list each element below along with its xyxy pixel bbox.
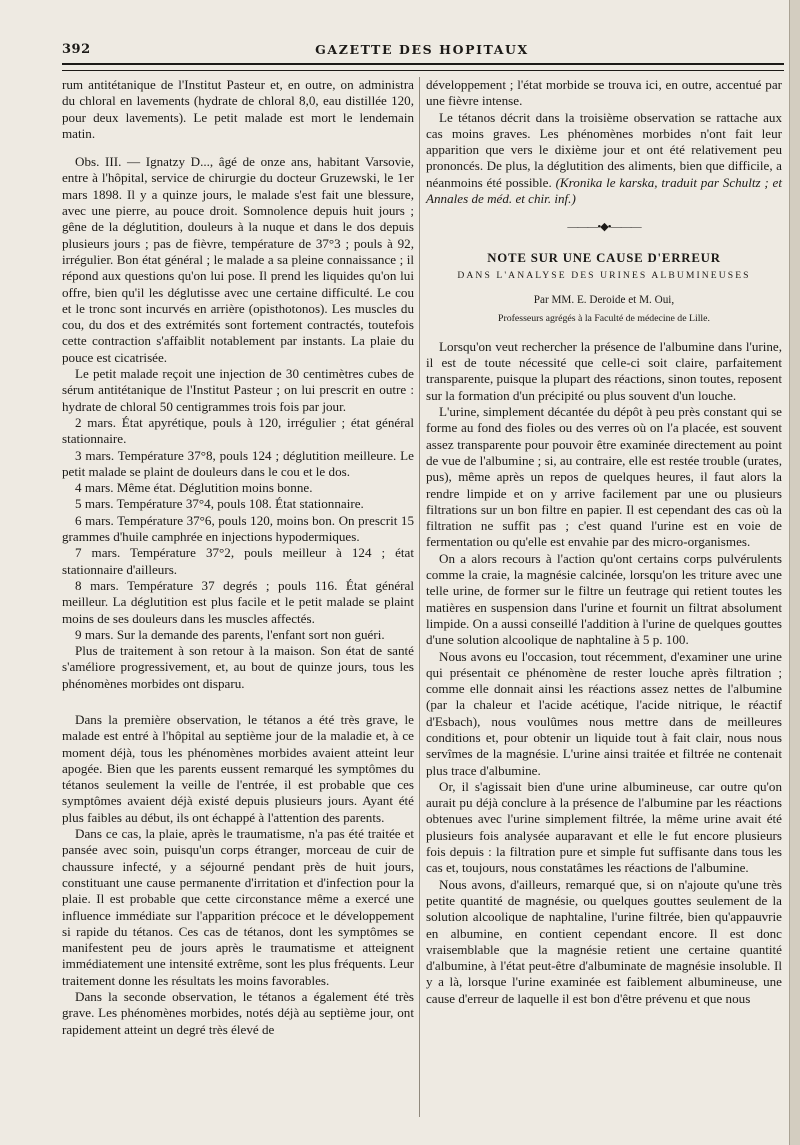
paragraph: Le petit malade reçoit une injection de 30 centimètres cubes de sérum antitétanique de l'Institut Pasteur ; on lui prescrit en outre : hydrate de chloral 50 centigrammes trois fois par jour. (62, 366, 414, 414)
citation: (Kronika le karska, traduit par Schultz ; et Annales de méd. et chir. inf.) (426, 174, 782, 207)
section-ornament: ———•◆•——— (567, 221, 641, 234)
article-title: NOTE SUR UNE CAUSE D'ERREUR (487, 250, 721, 265)
paragraph: 6 mars. Température 37°6, pouls 120, moins bon. On prescrit 15 grammes d'huile camphrée en injections hypodermiques. (62, 512, 414, 545)
paragraph: rum antitétanique de l'Institut Pasteur et, en outre, on administra du chloral en lavements (hydrate de chloral 8,0, eau distillée 120, pour deux lavements). Le petit malade est mort le lendemain matin. (62, 77, 414, 141)
article-paragraph: Lorsqu'on veut rechercher la présence de l'albumine dans l'urine, il est de toute nécessité que celle-ci soit claire, parfaitement transparente, puisque la plupart des réactions, sinon toutes, reposent sur la formation d'un précipité ou plus souvent d'un louche. (426, 338, 782, 403)
paragraph: 8 mars. Température 37 degrés ; pouls 116. État général meilleur. La déglutition est plus facile et le petit malade se plaint moins de ses douleurs dans les muscles affectés. (62, 577, 414, 626)
header-rule (62, 63, 784, 71)
paragraph: Dans ce cas, la plaie, après le traumatisme, n'a pas été traitée et pansée avec soin, puisqu'un corps étranger, morceau de cuir de chaussure infecté, y a séjourné pendant près de huit jours, constituant une cause permanente d'irritation et d'infection pour la plaie. Il est probable que cette circonstance même a exercé une influence immédiate sur l'apparition précoce et le développement si rapide du tétanos. Ces cas de tétanos, dont les symptômes se manifestent peu de jours après le traumatisme et atteignent immédiatement une intensité extrême, sont les plus fréquents. Leur traitement donne les résultats les moins favorables. (62, 826, 414, 988)
page-header (62, 42, 782, 62)
article-affiliation: Professeurs agrégés à la Faculté de médecine de Lille. (498, 312, 710, 324)
column-divider (419, 77, 420, 1117)
paragraph: 3 mars. Température 37°8, pouls 124 ; déglutition meilleure. Le petit malade se plaint de douleurs dans le cou et le dos. (62, 447, 414, 479)
article-paragraph: Nous avons, d'ailleurs, remarqué que, si on n'ajoute qu'une très petite quantité de magnésie, ou quelques gouttes seulement de la solution alcoolique de naphtaline, l'urine filtrée, bien qu'appauvrie en albumine, en contient cependant encore. Il est donc vraisemblable que la magnésie retient une certaine quantité d'albumine, à l'état peut-être d'albuminate de magnésie insoluble. Il y a là, lorsque l'urine examinée est faiblement albumineuse, une cause d'erreur de laquelle il est bon d'être prévenu et que nous (426, 876, 782, 1006)
paragraph: développement ; l'état morbide se trouva ici, en outre, accentué par une fièvre intense. (426, 77, 782, 109)
article-subtitle: DANS L'ANALYSE DES URINES ALBUMINEUSES (457, 269, 751, 281)
paragraph: 5 mars. Température 37°4, pouls 108. État stationnaire. (75, 496, 364, 512)
page-number: 392 (62, 42, 91, 57)
article-paragraph: L'urine, simplement décantée du dépôt à peu près constant qui se forme au fond des fioles ou des verres où on l'a placée, est souvent assez transparente pour pouvoir être examinée directement au point de vue de l'albumine ; si, au contraire, elle est restée trouble (urates, pus), même après un repos de quelques heures, il faut alors la rendre limpide et on y arrive facilement par une ou plusieurs filtrations sur un bon filtre en papier. Il est cependant des cas où la filtration ne suffit pas ; c'est quand l'urine est en voie de fermentation ou qu'elle est envahie par des micro-organismes. (426, 404, 782, 550)
paragraph: Dans la première observation, le tétanos a été très grave, le malade est entré à l'hôpital au septième jour de la maladie et, à ce moment déjà, tous les phénomènes morbides avaient atteint leur apogée. Bien que les parents eussent remarqué les symptômes du tétanos seulement la veille de l'entrée, il est probable que ces symptômes avaient déjà existé depuis plusieurs jours. Ayant été plus faibles au début, ils ont échappé à l'attention des parents. (62, 711, 414, 825)
observation-heading-paragraph: Obs. III. — Ignatzy D..., âgé de onze ans, habitant Varsovie, entre à l'hôpital, service de chirurgie du docteur Gruzewski, le 1er mars 1898. Il y a quinze jours, le malade s'est fait une blessure, avec une pierre, au pouce droit. Somnolence depuis huit jours ; gêne de la déglutition, douleurs à la nuque et dans le dos depuis plusieurs jours ; pas de fièvre, température de 37°3 ; pouls à 92, irrégulier. Bon état général ; le malade a sa pleine connaissance ; il répond aux questions qu'on lui pose. Il prend les liquides qu'on lui offre, bien qu'il les déglutisse avec une certaine difficulté. Le cou et le tronc sont incurvés en arrière (opisthotonos). Les muscles du cou, du dos et des extrémités sont fortement contractés, toutefois cette contraction s'affaiblit notablement par instants. La plaie du pouce est cicatrisée. (62, 154, 414, 365)
paragraph-text: Le tétanos décrit dans la troisième observation se rattache aux cas moins graves. Les phénomènes morbides n'ont fait leur apparition que vers le dixième jour et ont été relativement peu prononcés. De plus, la déglutition des aliments, bien que difficile, a néanmoins été possible. (426, 109, 782, 190)
right-column (426, 77, 782, 1007)
paragraph: 7 mars. Température 37°2, pouls meilleur à 124 ; état stationnaire d'ailleurs. (62, 545, 414, 577)
paragraph: Dans la seconde observation, le tétanos a également été très grave. Les phénomènes morbides, notés déjà au septième jour, ont rapidement atteint un degré très élevé de (62, 989, 414, 1037)
page-edge (789, 0, 800, 1145)
article-paragraph: Nous avons eu l'occasion, tout récemment, d'examiner une urine qui présentait ce phénomène de rester louche après filtration ; comme elle donnait ainsi les réactions assez nettes de l'albumine (par la chaleur et l'acide acétique, l'acide nitrique, le réactif d'Esbach), nous voulûmes nous mettre dans de meilleures conditions et, pour obtenir un liquide tout à fait clair, nous nous servîmes de la magnésie. L'urine ainsi traitée et filtrée ne contenait plus trace d'albumine. (426, 648, 782, 778)
paragraph: 9 mars. Sur la demande des parents, l'enfant sort non guéri. (75, 626, 385, 642)
article-paragraph: Or, il s'agissait bien d'une urine albumineuse, car outre qu'on aurait pu déjà conclure à la présence de l'albumine par les réactions obtenues avec l'urine simplement filtrée, la même urine avait été plusieurs fois analysée auparavant et elle le fut encore plusieurs fois depuis : la filtration pure et simple fut suffisante dans tous les cas et, toujours, nous constatâmes les réactions de l'albumine. (426, 778, 782, 876)
left-column (62, 77, 414, 1038)
paragraph (426, 110, 782, 208)
journal-title: GAZETTE DES HOPITAUX (315, 42, 529, 57)
paragraph: Plus de traitement à son retour à la maison. Son état de santé s'améliore progressivement, et, au bout de quinze jours, tous les phénomènes morbides ont disparu. (62, 643, 414, 691)
article-paragraph: On a alors recours à l'action qu'ont certains corps pulvérulents comme la craie, la magnésie calcinée, lorsqu'on les triture avec une telle urine, de former sur le filtre un feutrage qui retient toutes les matières en suspension dans l'urine et fournit un filtrat absolument limpide. On a aussi conseillé l'addition à l'urine de quelques gouttes d'une solution alcoolique de naphtaline à 5 p. 100. (426, 550, 782, 648)
article-authors: Par MM. E. Deroide et M. Oui, (533, 294, 675, 307)
paragraph: 2 mars. État apyrétique, pouls à 120, irrégulier ; état général stationnaire. (62, 414, 414, 447)
paragraph: 4 mars. Même état. Déglutition moins bonne. (75, 480, 313, 496)
